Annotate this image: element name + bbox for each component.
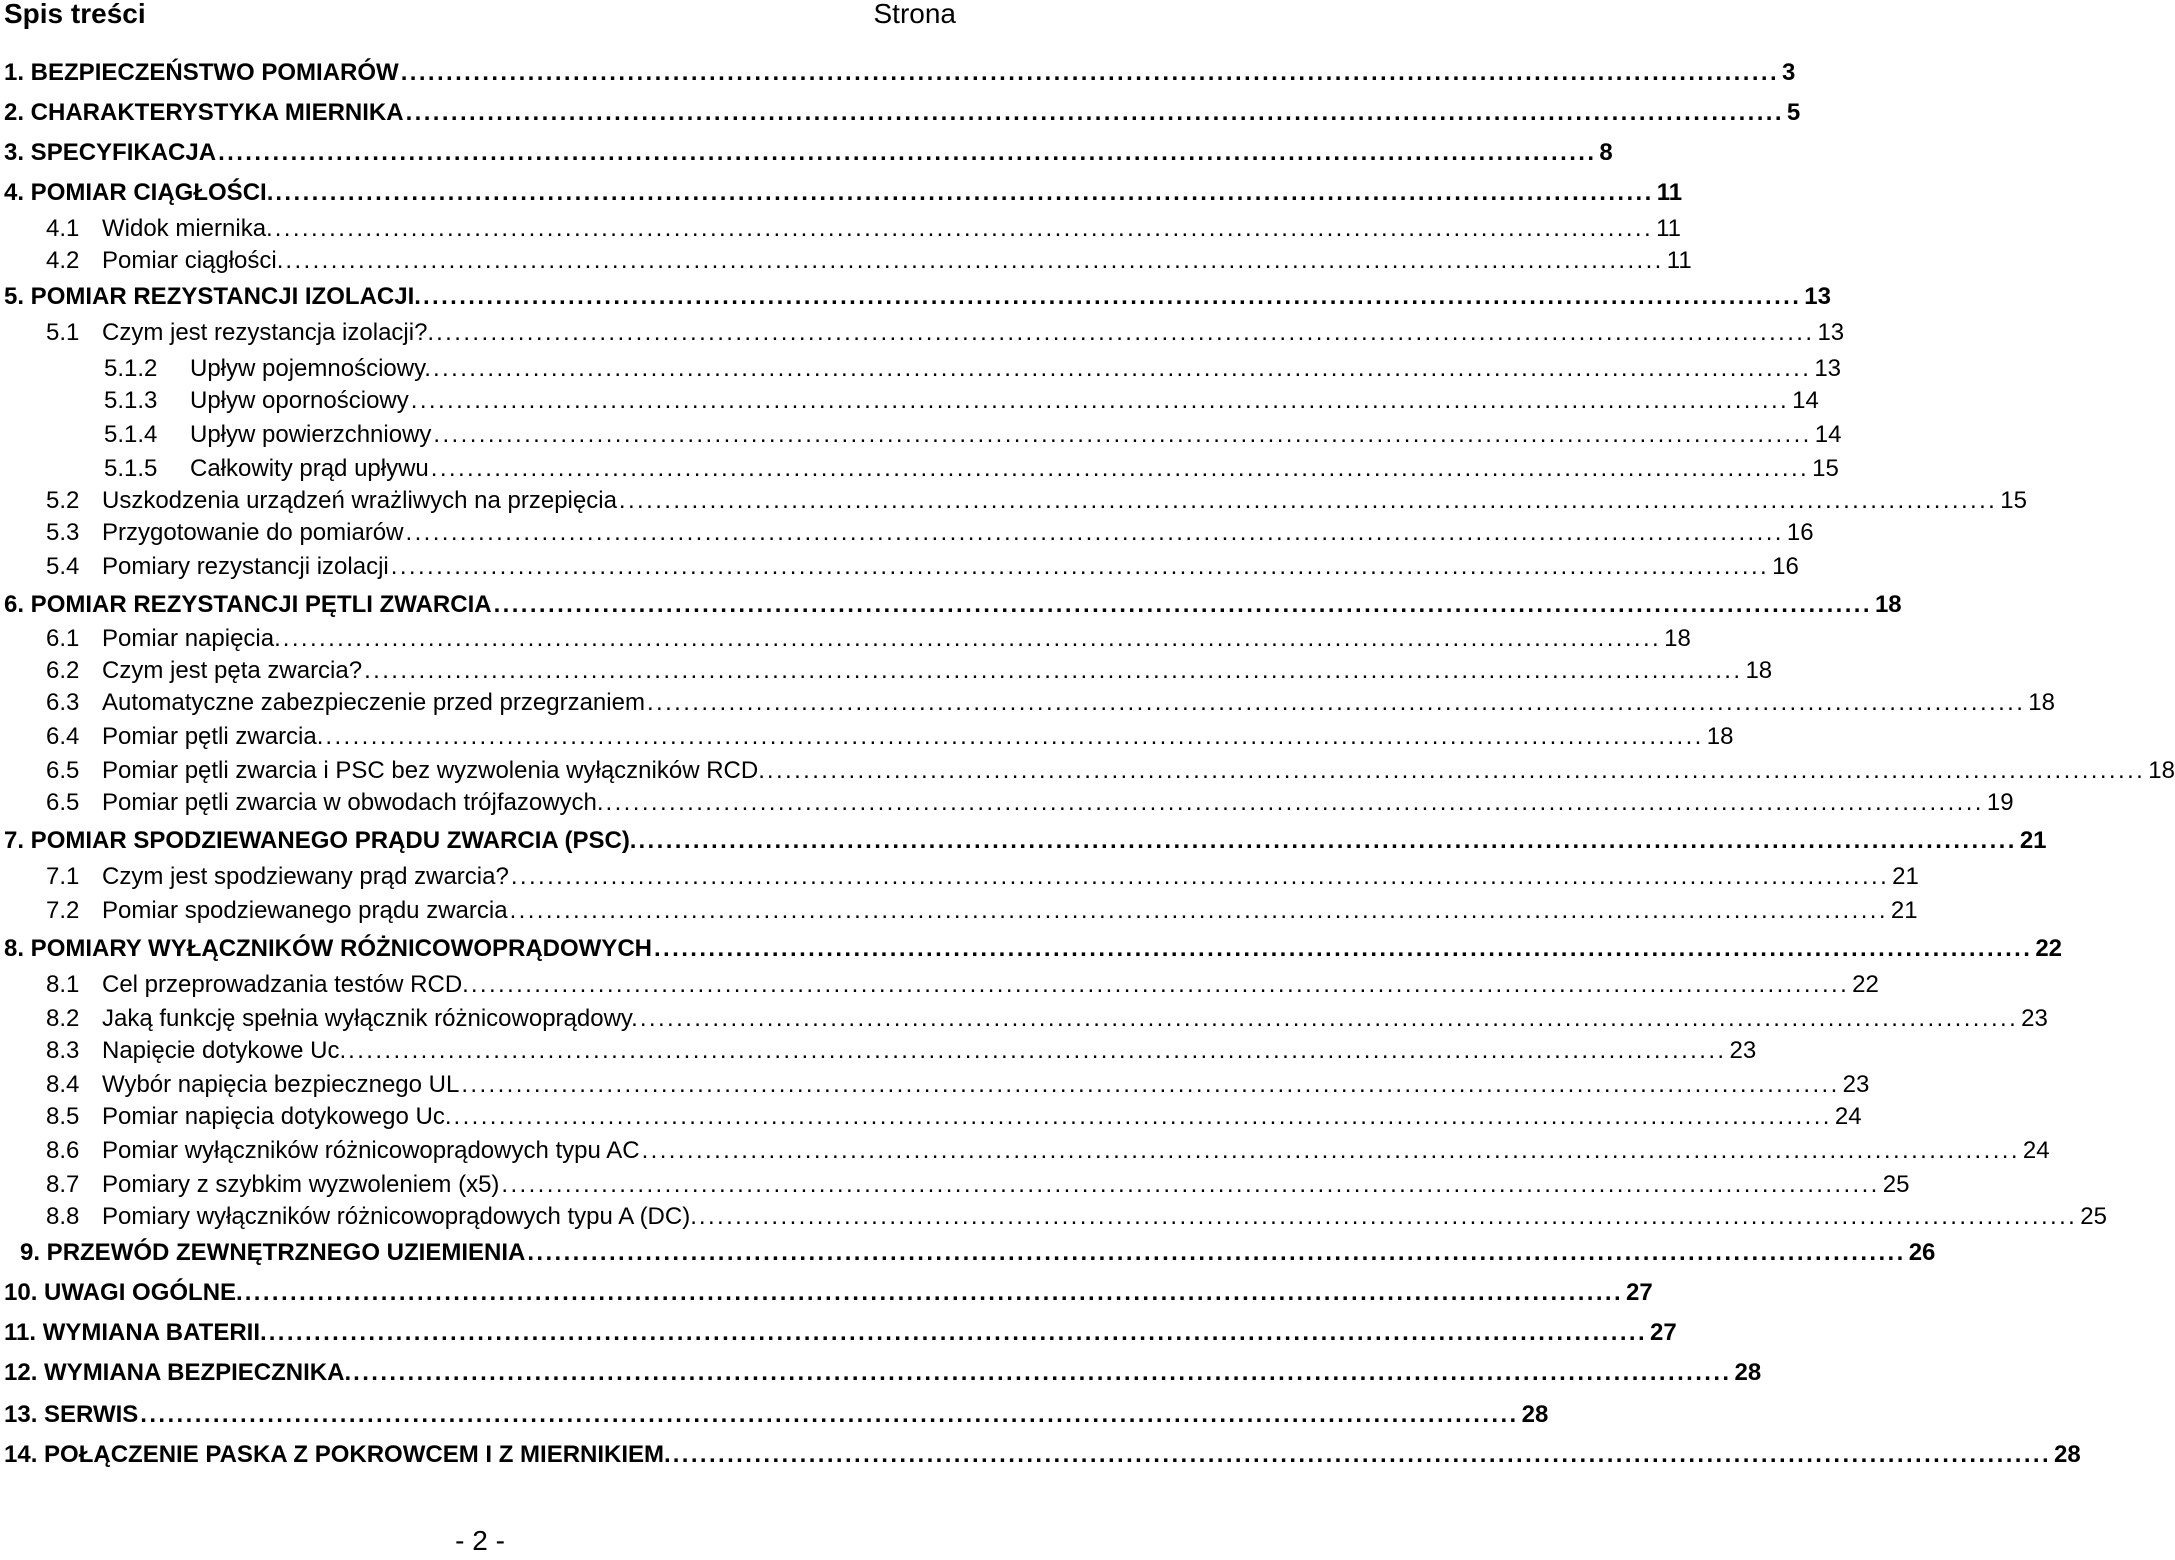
toc-entry[interactable] — [4, 1278, 1653, 1308]
toc-entry-title: 2. CHARAKTERYSTYKA MIERNIKA — [4, 99, 404, 126]
toc-entry[interactable] — [46, 214, 1681, 244]
toc-entry-title: 10. UWAGI OGÓLNE. — [4, 1279, 243, 1306]
toc-entry-page: 15 — [2000, 487, 2027, 514]
toc-entry-number: 6.4 — [46, 723, 80, 750]
toc-entry-page: 16 — [1786, 519, 1814, 546]
toc-entry-page: 26 — [1908, 1239, 1936, 1266]
toc-entry-page: 27 — [1626, 1279, 1653, 1306]
toc-entry-page: 28 — [1734, 1359, 1762, 1386]
toc-entry-title: Pomiar napięcia. — [102, 625, 281, 652]
toc-entry[interactable] — [46, 1004, 2048, 1034]
toc-entry[interactable] — [46, 1202, 2107, 1232]
dot-leader: ........................................................................................................................................................ — [275, 179, 1654, 206]
toc-entry-title: Pomiar ciągłości. — [102, 247, 284, 274]
dot-leader: ........................................................................................................................................................ — [698, 1203, 2078, 1230]
toc-entry-page: 27 — [1650, 1319, 1677, 1346]
toc-entry-number: 5.1 — [46, 319, 80, 346]
toc-entry-page: 16 — [1772, 553, 1799, 580]
toc-entry-title: Cel przeprowadzania testów RCD. — [102, 971, 469, 998]
dot-leader: ........................................................................................................................................................ — [618, 487, 1998, 514]
toc-entry-title: 5. POMIAR REZYSTANCJI IZOLACJI. — [4, 283, 421, 310]
toc-entry-title: 9. PRZEWÓD ZEWNĘTRZNEGO UZIEMIENIA — [20, 1239, 526, 1266]
dot-leader: ........................................................................................................................................................ — [285, 247, 1664, 274]
toc-entry[interactable] — [46, 688, 2055, 718]
toc-entry-number: 8.6 — [46, 1137, 80, 1164]
dot-leader: ........................................................................................................................................................ — [509, 897, 1888, 924]
toc-entry[interactable] — [46, 1070, 1870, 1100]
dot-leader: ........................................................................................................................................................ — [605, 789, 1984, 816]
toc-entry-title: 12. WYMIANA BEZPIECZNIKA. — [4, 1359, 352, 1386]
toc-entry-title: Upływ pojemnościowy. — [190, 355, 431, 382]
toc-entry-number: 8.2 — [46, 1005, 80, 1032]
dot-leader: ........................................................................................................................................................ — [364, 657, 1743, 684]
toc-entry[interactable] — [104, 386, 1819, 416]
toc-entry[interactable] — [46, 624, 1691, 654]
toc-entry[interactable] — [46, 722, 1734, 752]
toc-entry-title: Pomiar wyłączników różnicowoprądowych typu AC — [102, 1137, 640, 1164]
dot-leader: ........................................................................................................................................................ — [390, 553, 1770, 580]
toc-entry-title: Czym jest pęta zwarcia? — [102, 657, 363, 684]
toc-entry-number: 8.5 — [46, 1103, 80, 1130]
toc-entry-title: 3. SPECYFIKACJA — [4, 139, 217, 166]
dot-leader: ........................................................................................................................................................ — [501, 1171, 1880, 1198]
toc-entry-page: 25 — [1882, 1171, 1910, 1198]
dot-leader: ........................................................................................................................................................ — [244, 1279, 1624, 1306]
dot-leader: ........................................................................................................................................................ — [348, 1037, 1727, 1064]
toc-entry[interactable] — [46, 862, 1919, 892]
toc-entry-title: 1. BEZPIECZEŃSTWO POMIARÓW — [4, 59, 399, 86]
toc-entry[interactable] — [4, 1440, 2081, 1470]
toc-entry[interactable] — [46, 970, 1879, 1000]
toc-entry-number: 6.1 — [46, 625, 80, 652]
toc-entry-page: 11 — [1666, 247, 1692, 274]
toc-entry-title: Przygotowanie do pomiarów — [102, 519, 404, 546]
toc-entry-number: 6.5 — [46, 789, 80, 816]
toc-entry-number: 5.2 — [46, 487, 80, 514]
toc-entry[interactable] — [4, 826, 2047, 856]
toc-entry-title: Upływ powierzchniowy — [190, 421, 432, 448]
toc-entry-page: 3 — [1782, 59, 1796, 86]
dot-leader: ........................................................................................................................................................ — [405, 519, 1784, 546]
toc-entry-title: Czym jest spodziewany prąd zwarcia? — [102, 863, 509, 890]
dot-leader: ........................................................................................................................................................ — [430, 455, 1810, 482]
toc-entry-page: 5 — [1786, 99, 1801, 126]
toc-entry-page: 11 — [1656, 179, 1683, 206]
toc-entry-title: Pomiar pętli zwarcia i PSC bez wyzwolenia wyłączników RCD. — [102, 757, 765, 784]
toc-entry-title: Pomiar spodziewanego prądu zwarcia — [102, 897, 508, 924]
dot-leader: ........................................................................................................................................................ — [766, 757, 2146, 784]
dot-leader: ........................................................................................................................................................ — [672, 1441, 2052, 1468]
toc-entry-title: 6. POMIAR REZYSTANCJI PĘTLI ZWARCIA — [4, 591, 492, 618]
toc-entry[interactable] — [20, 1238, 1936, 1268]
toc-entry-page: 8 — [1599, 139, 1613, 166]
dot-leader: ........................................................................................................................................................ — [218, 139, 1597, 166]
toc-entry-page: 15 — [1812, 455, 1839, 482]
toc-entry[interactable] — [4, 178, 1683, 208]
toc-entry[interactable] — [46, 1136, 2050, 1166]
toc-entry-number: 5.1.5 — [104, 455, 158, 482]
toc-entry-title: Upływ opornościowy — [190, 387, 409, 414]
toc-entry-page: 13 — [1804, 283, 1831, 310]
dot-leader: ........................................................................................................................................................ — [274, 215, 1654, 242]
dot-leader: ........................................................................................................................................................ — [325, 723, 1704, 750]
toc-entry[interactable] — [46, 1102, 1862, 1132]
dot-leader: ........................................................................................................................................................ — [510, 863, 1890, 890]
dot-leader: ........................................................................................................................................................ — [638, 827, 2017, 854]
toc-entry[interactable] — [4, 1400, 1549, 1430]
toc-entry[interactable] — [46, 656, 1773, 686]
toc-entry-number: 5.3 — [46, 519, 80, 546]
toc-entry[interactable] — [104, 454, 1839, 484]
toc-entry-title: 13. SERWIS — [4, 1401, 139, 1428]
toc-entry[interactable] — [46, 756, 2175, 786]
page-number: - 2 - — [455, 1525, 505, 1556]
toc-entry-page: 23 — [1842, 1071, 1870, 1098]
toc-entry[interactable] — [4, 934, 2063, 964]
dot-leader: ........................................................................................................................................................ — [470, 971, 1850, 998]
toc-entry[interactable] — [46, 788, 2014, 818]
toc-entry[interactable] — [104, 354, 1842, 384]
toc-entry-number: 6.5 — [46, 757, 80, 784]
dot-leader: ........................................................................................................................................................ — [268, 1319, 1648, 1346]
toc-entry[interactable] — [4, 98, 1801, 128]
toc-entry-title: Wybór napięcia bezpiecznego UL — [102, 1071, 460, 1098]
toc-entry[interactable] — [4, 138, 1613, 168]
toc-entry-title: Pomiar napięcia dotykowego Uc. — [102, 1103, 452, 1130]
toc-entry-title: 8. POMIARY WYŁĄCZNIKÓW RÓŻNICOWOPRĄDOWYCH — [4, 935, 652, 962]
dot-leader: ........................................................................................................................................................ — [405, 99, 1784, 126]
toc-entry-title: Całkowity prąd upływu — [190, 455, 429, 482]
toc-entry-page: 18 — [1874, 591, 1902, 618]
toc-entry-number: 8.7 — [46, 1171, 80, 1198]
toc-entry-page: 21 — [1890, 897, 1918, 924]
dot-leader: ........................................................................................................................................................ — [493, 591, 1872, 618]
toc-entry-title: Pomiary wyłączników różnicowoprądowych typu A (DC). — [102, 1203, 697, 1230]
toc-entry-title: 14. POŁĄCZENIE PASKA Z POKROWCEM I Z MIERNIKIEM. — [4, 1441, 671, 1468]
dot-leader: ........................................................................................................................................................ — [400, 59, 1780, 86]
toc-entry-number: 4.1 — [46, 215, 80, 242]
dot-leader: ........................................................................................................................................................ — [436, 319, 1815, 346]
toc-entry-page: 14 — [1792, 387, 1819, 414]
toc-entry-number: 8.3 — [46, 1037, 80, 1064]
toc-entry-page: 18 — [2028, 689, 2055, 716]
dot-leader: ........................................................................................................................................................ — [641, 1137, 2020, 1164]
toc-entry-page: 23 — [2021, 1005, 2048, 1032]
toc-entry[interactable] — [4, 590, 1902, 620]
dot-leader: ........................................................................................................................................................ — [410, 387, 1790, 414]
toc-entry-title: Pomiar pętli zwarcia. — [102, 723, 324, 750]
toc-entry-title: Widok miernika. — [102, 215, 273, 242]
toc-entry-page: 23 — [1729, 1037, 1757, 1064]
toc-entry-page: 24 — [1834, 1103, 1862, 1130]
toc-entry-number: 5.1.4 — [104, 421, 158, 448]
toc-entry-page: 24 — [2022, 1137, 2050, 1164]
dot-leader: ........................................................................................................................................................ — [422, 283, 1802, 310]
toc-entry[interactable] — [4, 1318, 1677, 1348]
toc-entry-title: Pomiary z szybkim wyzwoleniem (x5) — [102, 1171, 500, 1198]
page-column-label: Strona — [873, 0, 956, 29]
toc-entry[interactable] — [46, 552, 1799, 582]
dot-leader: ........................................................................................................................................................ — [140, 1401, 1519, 1428]
toc-entry-title: 4. POMIAR CIĄGŁOŚCI. — [4, 179, 274, 206]
toc-entry-number: 6.2 — [46, 657, 80, 684]
toc-entry[interactable] — [4, 282, 1831, 312]
toc-entry[interactable] — [46, 1170, 1910, 1200]
toc-entry-page: 28 — [1521, 1401, 1549, 1428]
toc-entry-title: Pomiar pętli zwarcia w obwodach trójfazowych. — [102, 789, 604, 816]
toc-entry-page: 28 — [2054, 1441, 2081, 1468]
toc-entry-title: 7. POMIAR SPODZIEWANEGO PRĄDU ZWARCIA (PSC). — [4, 827, 637, 854]
toc-entry[interactable] — [46, 246, 1692, 276]
toc-entry-title: Napięcie dotykowe Uc. — [102, 1037, 347, 1064]
toc-entry-page: 13 — [1817, 319, 1845, 346]
toc-title: Spis treści — [4, 0, 146, 29]
toc-entry[interactable] — [46, 896, 1918, 926]
toc-entry-page: 21 — [2019, 827, 2047, 854]
dot-leader: ........................................................................................................................................................ — [353, 1359, 1732, 1386]
toc-entry-number: 6.3 — [46, 689, 80, 716]
toc-entry-title: Uszkodzenia urządzeń wrażliwych na przepięcia — [102, 487, 617, 514]
toc-entry-page: 22 — [2035, 935, 2063, 962]
toc-entry[interactable] — [4, 1358, 1762, 1388]
dot-leader: ........................................................................................................................................................ — [282, 625, 1662, 652]
dot-leader: ........................................................................................................................................................ — [432, 355, 1812, 382]
toc-entry-page: 18 — [1664, 625, 1691, 652]
toc-entry-title: Automatyczne zabezpieczenie przed przegrzaniem — [102, 689, 645, 716]
toc-entry[interactable] — [46, 1036, 1757, 1066]
toc-entry-page: 18 — [1706, 723, 1734, 750]
toc-entry-number: 8.8 — [46, 1203, 80, 1230]
toc-entry-number: 7.2 — [46, 897, 80, 924]
dot-leader: ........................................................................................................................................................ — [639, 1005, 2019, 1032]
toc-entry[interactable] — [4, 58, 1796, 88]
dot-leader: ........................................................................................................................................................ — [453, 1103, 1832, 1130]
toc-entry-title: Czym jest rezystancja izolacji?. — [102, 319, 435, 346]
toc-entry-page: 18 — [2148, 757, 2175, 784]
dot-leader: ........................................................................................................................................................ — [527, 1239, 1906, 1266]
toc-entry-number: 4.2 — [46, 247, 80, 274]
dot-leader: ........................................................................................................................................................ — [433, 421, 1812, 448]
toc-entry-number: 5.1.3 — [104, 387, 158, 414]
toc-entry-number: 8.1 — [46, 971, 80, 998]
toc-entry-title: 11. WYMIANA BATERII. — [4, 1319, 267, 1346]
toc-entry-title: Jaką funkcję spełnia wyłącznik różnicowoprądowy. — [102, 1005, 638, 1032]
dot-leader: ........................................................................................................................................................ — [653, 935, 2033, 962]
dot-leader: ........................................................................................................................................................ — [646, 689, 2026, 716]
toc-entry-title: Pomiary rezystancji izolacji — [102, 553, 389, 580]
toc-entry-page: 13 — [1814, 355, 1842, 382]
toc-entry-page: 19 — [1986, 789, 2014, 816]
toc-entry-page: 25 — [2080, 1203, 2107, 1230]
toc-entry-page: 14 — [1814, 421, 1842, 448]
toc-entry-page: 22 — [1852, 971, 1879, 998]
toc-entry-number: 5.1.2 — [104, 355, 158, 382]
toc-entry-number: 8.4 — [46, 1071, 80, 1098]
toc-entry-page: 11 — [1656, 215, 1681, 242]
toc-entry-page: 21 — [1892, 863, 1919, 890]
toc-entry[interactable] — [46, 318, 1845, 348]
toc-entry[interactable] — [104, 420, 1842, 450]
toc-entry[interactable] — [46, 486, 2027, 516]
toc-entry-number: 7.1 — [46, 863, 80, 890]
toc-entry-number: 5.4 — [46, 553, 80, 580]
toc-entry-page: 18 — [1745, 657, 1773, 684]
toc-header — [4, 0, 956, 40]
toc-entry[interactable] — [46, 518, 1814, 548]
dot-leader: ........................................................................................................................................................ — [461, 1071, 1840, 1098]
